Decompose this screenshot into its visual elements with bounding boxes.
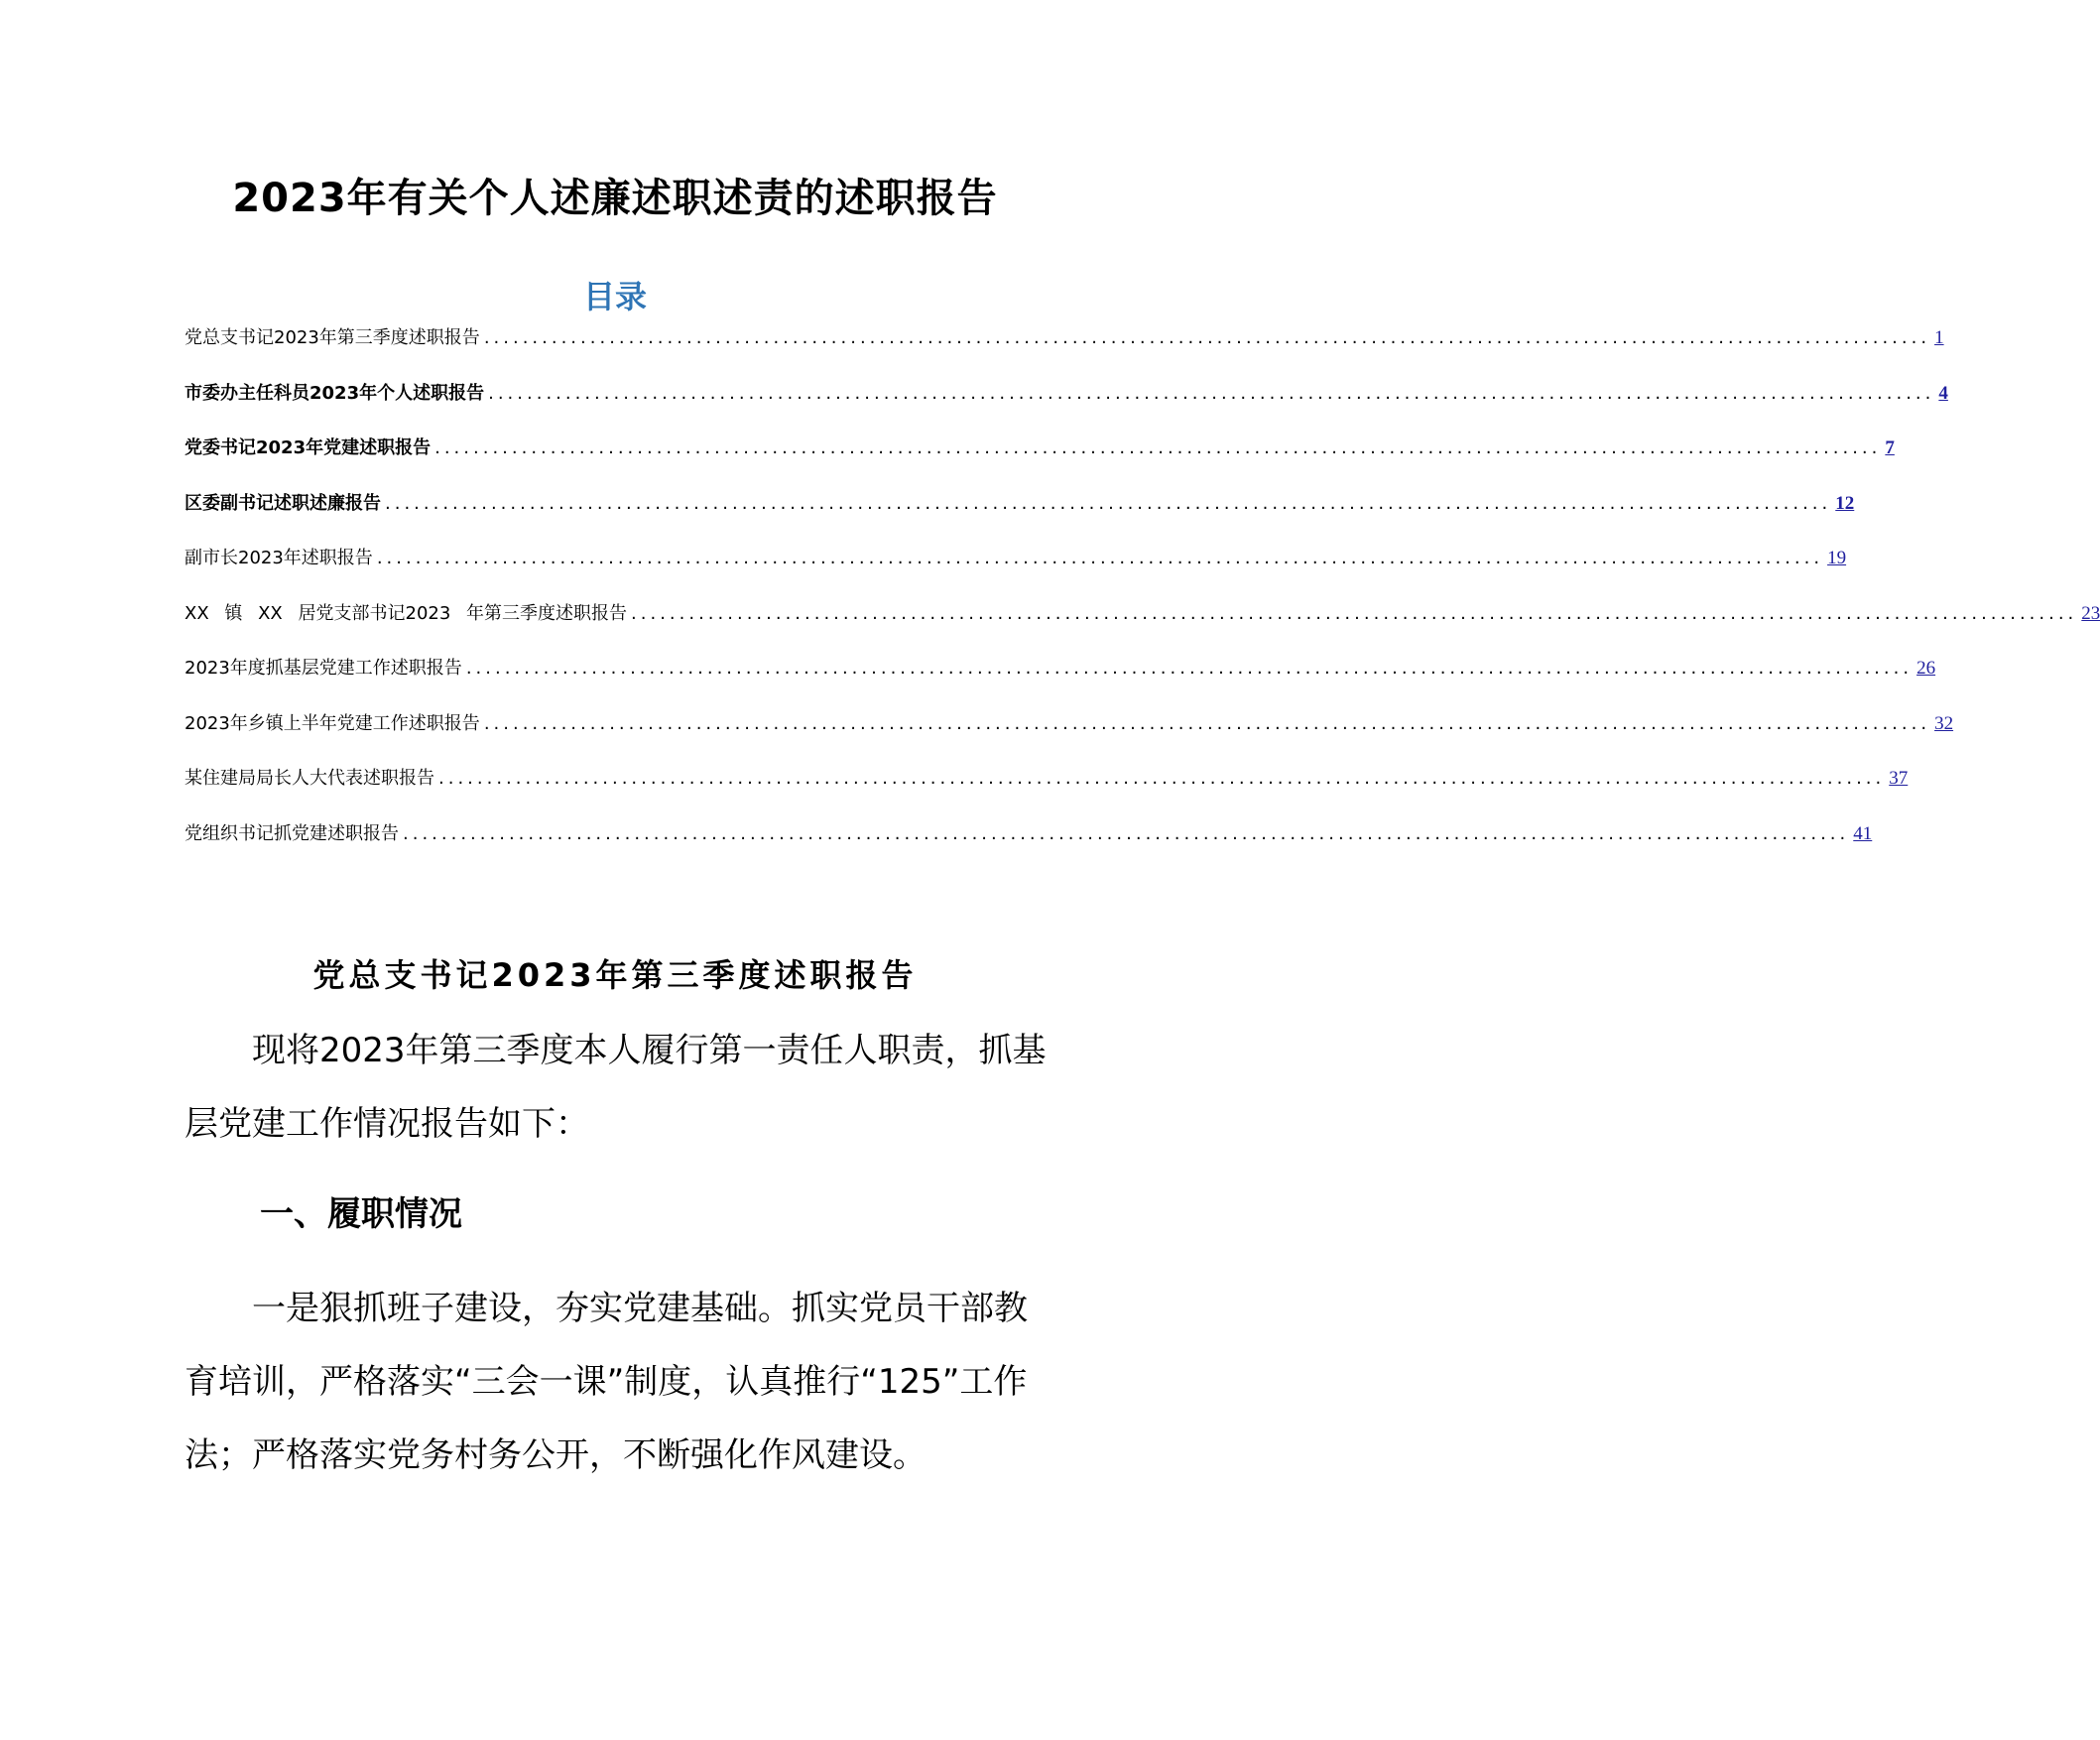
toc-entry[interactable] [185,544,1847,599]
table-of-contents [185,323,2100,874]
toc-page-link[interactable]: 1 [1934,327,1944,348]
toc-entry-title[interactable]: 副市长2023年述职报告 [185,548,373,568]
toc-leader-dots: ...................................................................................................................................................... [434,437,1882,458]
toc-entry-title[interactable]: 2023年乡镇上半年党建工作述职报告 [185,712,480,734]
toc-entry[interactable] [185,323,1944,379]
section-title: 党总支书记2023年第三季度述职报告 [312,956,918,994]
toc-leader-dots: ...................................................................................................................................................... [403,822,1850,844]
intro-paragraph: 现将2023年第三季度本人履行第一责任人职责，抓基层党建工作情况报告如下： [185,1031,1047,1144]
toc-page-link[interactable]: 41 [1853,822,1873,844]
toc-leader-dots: ...................................................................................................................................................... [488,382,1935,404]
subheading: 一、履职情况 [260,1194,462,1234]
toc-leader-dots: ...................................................................................................................................................... [385,492,1832,514]
toc-entry[interactable] [185,434,1895,489]
body-paragraph: 一是狠抓班子建设，夯实党建基础。抓实党员干部教育培训，严格落实“三会一课”制度，认真推行“125”工作法；严格落实党务村务公开，不断强化作风建设。 [185,1289,1028,1475]
toc-entry-title[interactable]: 2023年度抓基层党建工作述职报告 [185,658,462,679]
toc-entry-title[interactable]: 党委书记2023年党建述职报告 [185,437,432,458]
toc-page-link[interactable]: 37 [1889,768,1909,789]
toc-entry-title[interactable]: 区委副书记述职述廉报告 [185,492,381,514]
toc-page-link[interactable]: 4 [1938,382,1948,404]
toc-entry[interactable] [185,709,1954,765]
toc-leader-dots: ...................................................................................................................................................... [465,658,1914,679]
toc-leader-dots: ...................................................................................................................................................... [631,602,2078,624]
toc-page-link[interactable]: 23 [2081,602,2100,624]
toc-page-link[interactable]: 32 [1934,712,1954,734]
toc-page-link[interactable]: 26 [1916,658,1936,679]
toc-entry-title[interactable]: XX 镇 XX 居党支部书记2023 年第三季度述职报告 [185,602,628,624]
toc-entry[interactable] [185,654,1936,709]
toc-page-link[interactable]: 7 [1885,437,1895,458]
toc-entry[interactable] [185,819,1873,875]
toc-leader-dots: ...................................................................................................................................................... [438,768,1886,789]
document-title: 2023年有关个人述廉述职述责的述职报告 [232,176,998,221]
toc-page-link[interactable]: 12 [1835,492,1855,514]
toc-entry-title[interactable]: 市委办主任科员2023年个人述职报告 [185,382,485,404]
toc-entry-title[interactable]: 某住建局局长人大代表述职报告 [185,768,434,789]
toc-leader-dots: ...................................................................................................................................................... [483,327,1931,348]
toc-leader-dots: ...................................................................................................................................................... [483,712,1931,734]
toc-page-link[interactable]: 19 [1827,548,1847,568]
toc-leader-dots: ...................................................................................................................................................... [376,548,1824,568]
toc-heading: 目录 [582,278,647,315]
toc-entry[interactable] [185,599,2100,655]
toc-entry[interactable] [185,379,1948,435]
toc-entry-title[interactable]: 党组织书记抓党建述职报告 [185,822,399,844]
toc-entry[interactable] [185,764,1909,819]
toc-entry[interactable] [185,489,1855,545]
toc-entry-title[interactable]: 党总支书记2023年第三季度述职报告 [185,327,480,348]
